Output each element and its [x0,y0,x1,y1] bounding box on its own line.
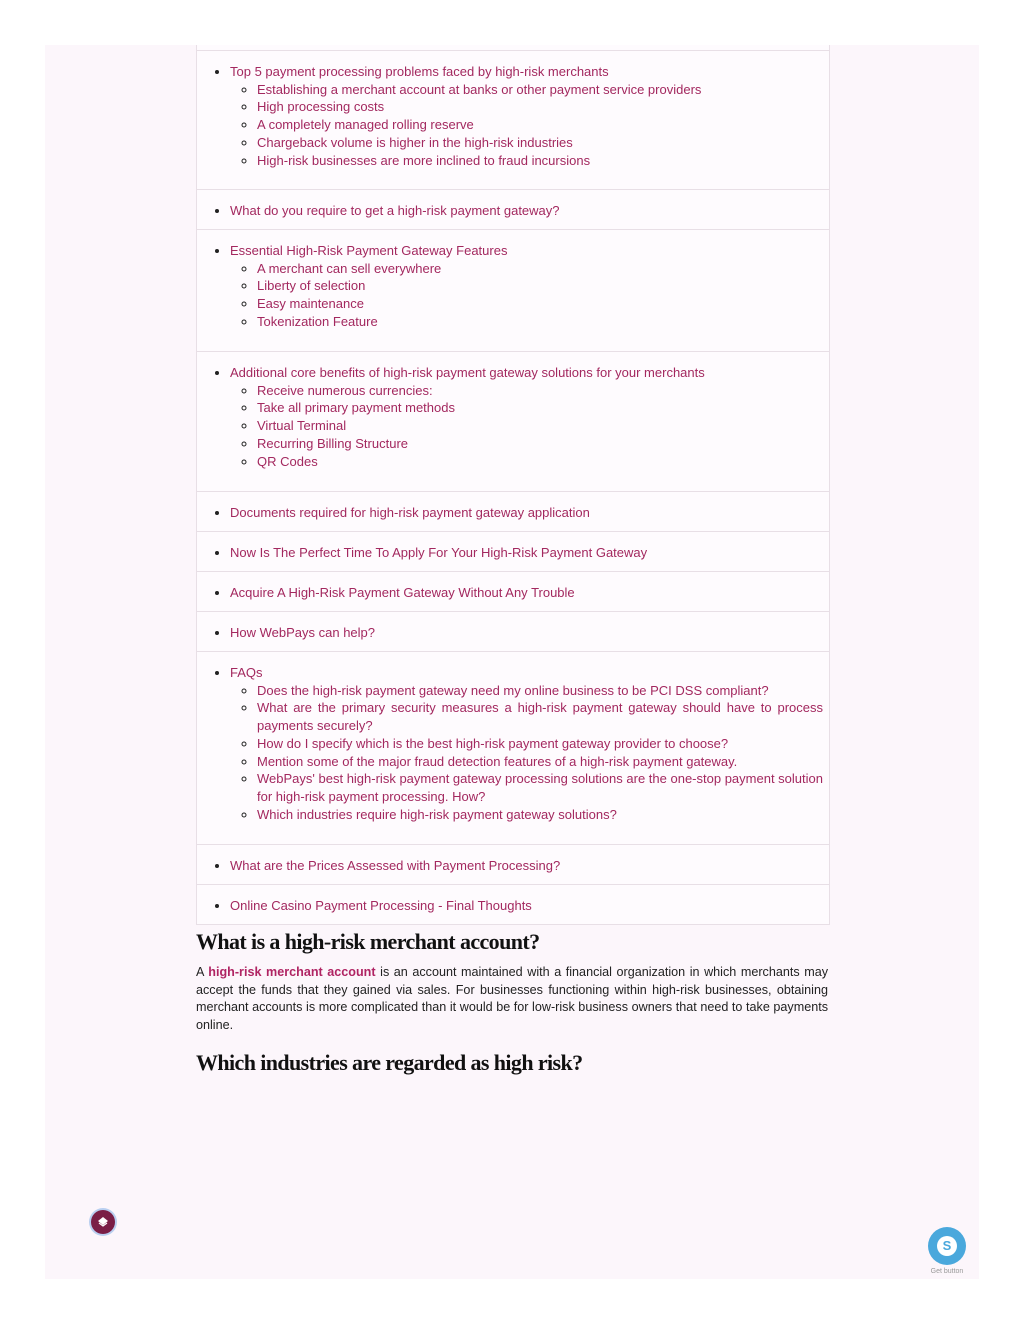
paragraph-prefix: A [196,965,209,979]
toc-subitem[interactable]: ◦ Establishing a merchant account at banks or other payment service providers [257,81,823,99]
toc-row [197,50,829,190]
toc-subitem[interactable]: ◦ High processing costs [257,98,823,116]
toc-item-label[interactable]: Top 5 payment processing problems faced by high-risk merchants [230,64,609,79]
toc-row [197,190,829,230]
layers-icon[interactable] [91,1210,115,1234]
toc-item-label[interactable]: Online Casino Payment Processing - Final Thoughts [230,898,532,913]
toc-subitem[interactable]: ◦ Take all primary payment methods [257,399,823,417]
toc-row [197,612,829,652]
toc-item-label[interactable]: Acquire A High-Risk Payment Gateway Without Any Trouble [230,585,575,600]
toc-subitem[interactable]: ◦ Which industries require high-risk payment gateway solutions? [257,806,823,824]
toc-subitem[interactable]: ◦ Chargeback volume is higher in the high-risk industries [257,134,823,152]
toc-item[interactable] [230,544,823,562]
toc-subitem[interactable]: ◦ Easy maintenance [257,295,823,313]
toc-item-label[interactable]: FAQs [230,665,263,680]
toc-item[interactable] [230,202,823,220]
heading-high-risk-merchant-account: What is a high-risk merchant account? [196,929,540,954]
layers-glyph [97,1216,109,1228]
toc-row [197,845,829,885]
toc-item[interactable] [230,63,823,169]
table-of-contents [196,45,830,925]
toc-item-label[interactable]: Documents required for high-risk payment gateway application [230,505,590,520]
toc-subitem[interactable]: ◦ Liberty of selection [257,277,823,295]
toc-subitem[interactable]: ◦ How do I specify which is the best high-risk payment gateway provider to choose? [257,735,823,753]
toc-row [197,885,829,925]
article-content [196,928,828,1077]
toc-item-label[interactable]: What do you require to get a high-risk payment gateway? [230,203,560,218]
toc-row [197,230,829,352]
toc-row [197,352,829,492]
toc-subitem[interactable]: ◦ QR Codes [257,453,823,471]
toc-row [197,572,829,612]
toc-subitem[interactable]: ◦ What are the primary security measures a high-risk payment gateway should have to process payments securely? [257,699,823,734]
toc-subitem[interactable]: ◦ Tokenization Feature [257,313,823,331]
toc-subitem[interactable]: ◦ Virtual Terminal [257,417,823,435]
toc-item[interactable] [230,897,823,915]
skype-icon[interactable] [928,1227,966,1265]
high-risk-merchant-account-link[interactable]: high-risk merchant account [208,965,376,979]
toc-item[interactable] [230,857,823,875]
toc-item-label[interactable]: Essential High-Risk Payment Gateway Features [230,243,508,258]
toc-item[interactable] [230,624,823,642]
toc-subitem[interactable]: ◦ A merchant can sell everywhere [257,260,823,278]
toc-row [197,492,829,532]
toc-subitem[interactable]: ◦ A completely managed rolling reserve [257,116,823,134]
heading-high-risk-industries: Which industries are regarded as high risk? [196,1049,583,1075]
toc-item-label[interactable]: Additional core benefits of high-risk payment gateway solutions for your merchants [230,365,705,380]
toc-subitem[interactable]: ◦ Mention some of the major fraud detection features of a high-risk payment gateway. [257,753,823,771]
toc-subitem[interactable]: ◦ WebPays' best high-risk payment gateway processing solutions are the one-stop payment solution for high-risk payment processing. How? [257,770,823,805]
toc-row [197,532,829,572]
toc-subitem[interactable]: ◦ Does the high-risk payment gateway need my online business to be PCI DSS compliant? [257,682,823,700]
toc-item-label[interactable]: What are the Prices Assessed with Payment Processing? [230,858,561,873]
toc-item[interactable] [230,584,823,602]
skype-glyph: S [937,1236,957,1256]
toc-item-label[interactable]: How WebPays can help? [230,625,376,640]
toc-item-label[interactable]: Now Is The Perfect Time To Apply For Your High-Risk Payment Gateway [230,545,648,560]
toc-row [197,652,829,845]
toc-item[interactable] [230,664,823,823]
toc-item[interactable] [230,364,823,470]
intro-paragraph [196,964,828,1035]
toc-item[interactable] [230,242,823,331]
toc-subitem[interactable]: ◦ Recurring Billing Structure [257,435,823,453]
get-button-label[interactable]: Get button [930,1268,964,1275]
toc-subitem[interactable]: ◦ Receive numerous currencies: [257,382,823,400]
toc-item[interactable] [230,504,823,522]
toc-subitem[interactable]: ◦ High-risk businesses are more inclined to fraud incursions [257,152,823,170]
paragraph-text: is an account maintained with a financial organization in which merchants may accept the funds that they gained via sales. For businesses functioning within high-risk businesses, obtaining merchant accounts is more complicated than it would be for low-risk business owners that need to take payments online. [196,965,828,1033]
